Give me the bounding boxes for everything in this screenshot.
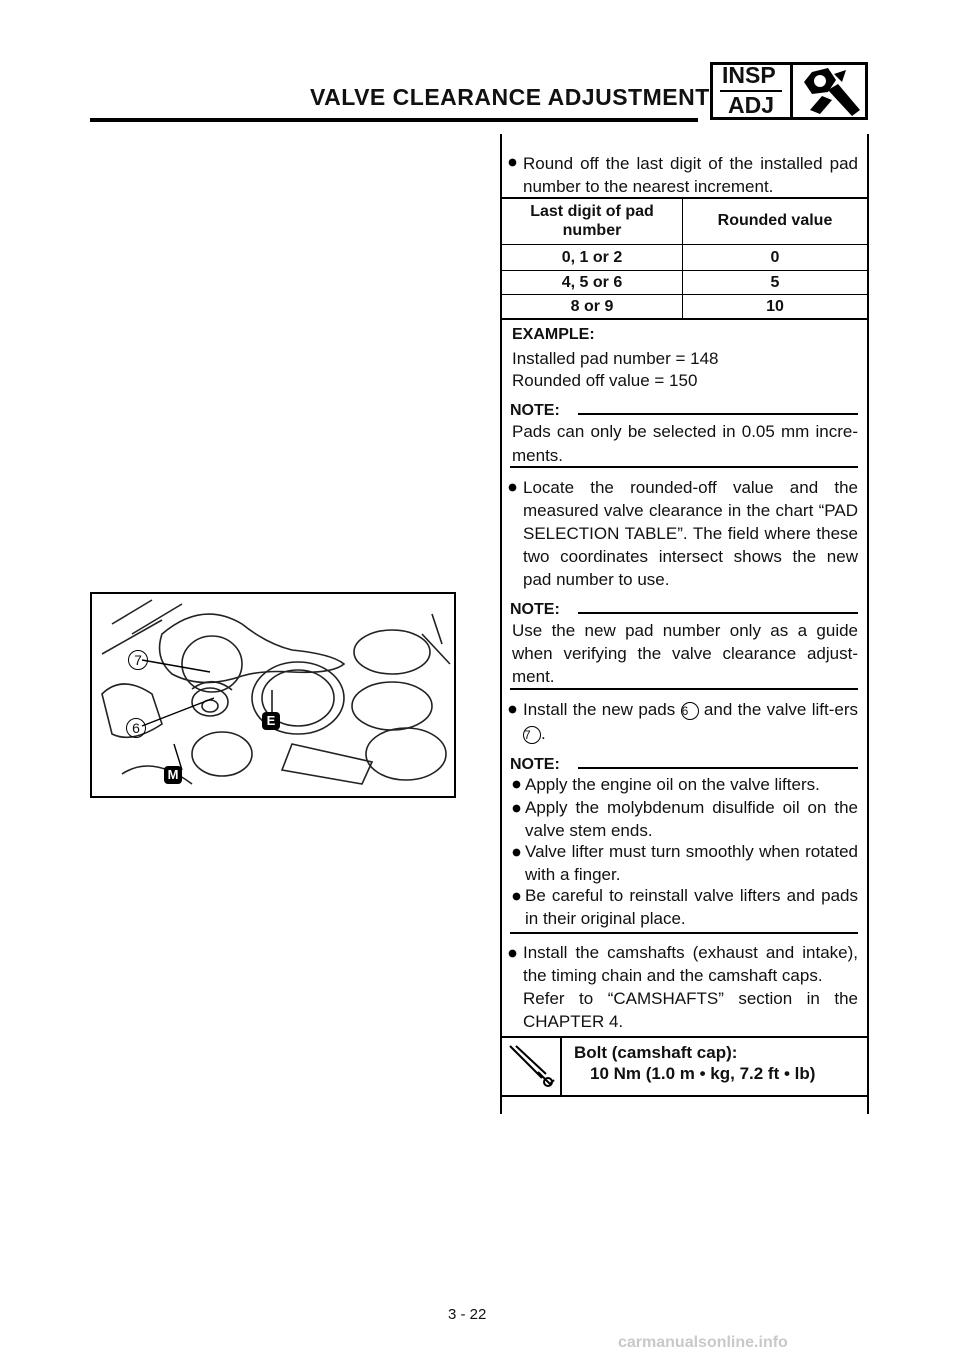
note-rule: [578, 612, 858, 614]
bullet-icon: [507, 157, 518, 168]
note-pads-selection: Pads can only be selected in 0.05 mm incre-ments.: [512, 422, 858, 465]
install-pads-text: Install the new pads: [523, 700, 681, 719]
bullet-icon: [511, 891, 522, 902]
note-rule: [578, 767, 858, 769]
note-new-pad-guide: Use the new pad number only as a guide when verifying the valve clearance adjust-ment.: [512, 621, 858, 686]
example-line-installed: Installed pad number = 148: [512, 349, 719, 368]
callout-ref-6: 6: [681, 702, 699, 720]
bullet-icon: [507, 704, 518, 715]
bullet-icon: [507, 482, 518, 493]
table-row-rule: [500, 270, 869, 271]
note-end-rule: [510, 932, 858, 934]
step-install-camshafts: Install the camshafts (exhaust and intake), the timing chain and the camshaft caps.: [523, 943, 858, 985]
step-install-pads: [523, 698, 858, 746]
callout-ref-7: 7: [523, 726, 541, 744]
step-locate-chart: Locate the rounded-off value and the measured valve clearance in the chart “PAD SELECTION TABLE”. The field where these two coordinates intersect shows the new pad number to use.: [523, 478, 858, 589]
table-cell: 8 or 9: [570, 298, 614, 315]
note-end-rule: [510, 688, 858, 690]
bullet-icon: [507, 948, 518, 959]
table-column-divider: [682, 197, 683, 319]
install-pads-text: and the valve lift-ers: [698, 700, 858, 719]
table-header-last-digit: Last digit of pad number: [530, 203, 654, 239]
torque-label: Bolt (camshaft cap):: [574, 1043, 738, 1062]
header-rule: [90, 118, 698, 122]
wrench-gear-icon: [798, 66, 862, 118]
example-line-rounded: Rounded off value = 150: [512, 371, 698, 390]
step-refer-camshafts: Refer to “CAMSHAFTS” section in the CHAPTER 4.: [523, 989, 858, 1031]
note-label: NOTE:: [510, 402, 560, 419]
badge-insp-label: INSP: [722, 62, 776, 88]
torque-wrench-icon: [506, 1042, 556, 1090]
callout-7: 7: [128, 650, 148, 670]
engine-oil-mark: E: [262, 712, 280, 730]
callout-6: 6: [126, 718, 146, 738]
note-label: NOTE:: [510, 601, 560, 618]
torque-value: 10 Nm (1.0 m • kg, 7.2 ft • lb): [590, 1064, 816, 1083]
bullet-icon: [511, 779, 522, 790]
engine-head-illustration: [92, 594, 454, 796]
install-pads-text: .: [541, 724, 546, 743]
example-label: EXAMPLE:: [512, 326, 595, 343]
note-item-lifter-turn: Valve lifter must turn smoothly when rotated with a finger.: [525, 842, 858, 884]
table-bottom-rule: [500, 318, 869, 320]
table-cell: 0, 1 or 2: [561, 249, 623, 266]
step-round-off: Round off the last digit of the installed pad number to the nearest increment.: [523, 154, 858, 196]
table-header-rule: [500, 244, 869, 245]
table-cell: 4, 5 or 6: [561, 274, 623, 291]
torque-divider: [560, 1036, 562, 1096]
table-cell: 5: [770, 274, 780, 291]
note-item-moly-oil: Apply the molybdenum disulfide oil on the valve stem ends.: [525, 798, 858, 840]
page-title: VALVE CLEARANCE ADJUSTMENT: [310, 84, 710, 110]
note-item-engine-oil: Apply the engine oil on the valve lifters.: [525, 775, 820, 794]
badge-divider: [790, 62, 793, 120]
table-cell: 0: [770, 249, 780, 266]
note-end-rule: [510, 466, 858, 468]
valve-lifter-figure: [90, 592, 456, 798]
bullet-icon: [511, 803, 522, 814]
column-right-rule: [867, 134, 869, 1114]
badge-adj-label: ADJ: [728, 92, 775, 118]
table-row-rule: [500, 294, 869, 295]
table-header-rounded-value: Rounded value: [717, 212, 833, 229]
bullet-icon: [511, 847, 522, 858]
note-item-reinstall: Be careful to reinstall valve lifters and pads in their original place.: [525, 886, 858, 928]
note-label: NOTE:: [510, 756, 560, 773]
page-number: 3 - 22: [448, 1306, 487, 1323]
moly-oil-mark: M: [164, 766, 182, 784]
table-cell: 10: [766, 298, 784, 315]
watermark: carmanualsonline.info: [618, 1334, 788, 1351]
column-left-rule: [500, 134, 502, 1114]
torque-bottom-rule: [500, 1095, 869, 1097]
note-rule: [578, 413, 858, 415]
torque-top-rule: [500, 1036, 869, 1038]
table-top-rule: [500, 197, 869, 199]
